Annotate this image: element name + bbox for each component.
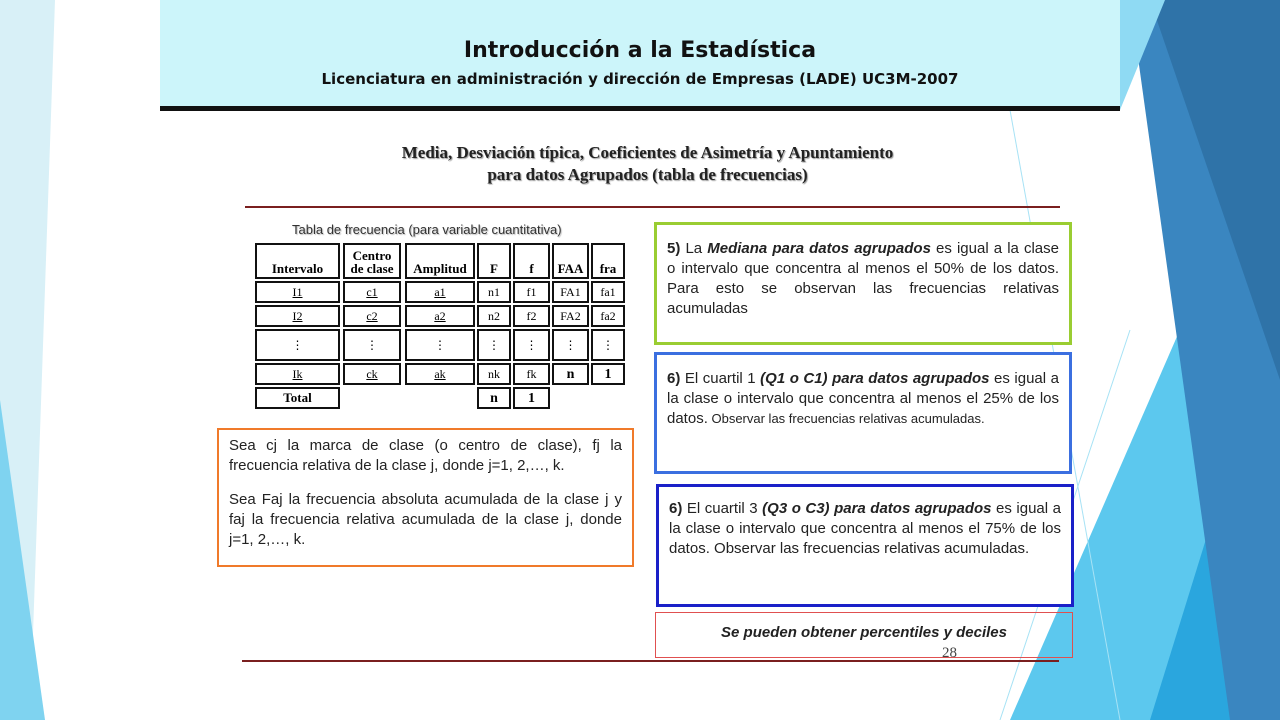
table-cell-intervalo-r4: Ik xyxy=(255,363,340,385)
slide-title-line1: Media, Desviación típica, Coeficientes de Asimetría y Apuntamiento xyxy=(401,143,894,162)
quartile1-text-b: es igual a la clase o intervalo que concentra al menos el 25% de los datos. xyxy=(667,370,1059,427)
table-cell-f-rel-header: f xyxy=(513,243,550,279)
header-banner xyxy=(160,0,1120,111)
table-cell-intervalo-header: Intervalo xyxy=(255,243,340,279)
table-cell-f-rel-r5: 1 xyxy=(513,387,550,409)
top-divider xyxy=(245,206,1060,208)
quartile1-box xyxy=(654,352,1072,474)
quartile1-text-small: Observar las frecuencias relativas acumuladas. xyxy=(707,411,985,426)
bottom-divider xyxy=(242,660,1059,662)
presentation-subtitle: Licenciatura en administración y dirección de Empresas (LADE) UC3M-2007 xyxy=(321,70,959,88)
table-cell-fra-r2: fa2 xyxy=(591,305,625,327)
median-text-a: La xyxy=(680,240,708,257)
table-cell-fra-header: fra xyxy=(591,243,625,279)
definition-text-2: Sea Faj la frecuencia absoluta acumulada de la clase j y faj la frecuencia relativa acumulada de la clase j, donde j=1, 2,…, k. xyxy=(229,491,622,548)
quartile1-emphasis: (Q1 o C1) para datos agrupados xyxy=(760,370,990,387)
definition-text-1: Sea cj la marca de clase (o centro de clase), fj la frecuencia relativa de la clase j, donde j=1, 2,…, k. xyxy=(229,437,622,474)
table-cell-amplitud-r3: ⋮ xyxy=(405,329,475,361)
table-cell-intervalo-r1: I1 xyxy=(255,281,340,303)
table-cell-f-abs-r1: n1 xyxy=(477,281,511,303)
table-cell-amplitud-header: Amplitud xyxy=(405,243,475,279)
quartile3-text-b: es igual a la clase o intervalo que concentra al menos el 75% de los datos. Observar las frecuencias relativas acumuladas. xyxy=(669,500,1061,557)
page-number: 28 xyxy=(942,645,957,661)
table-cell-intervalo-r2: I2 xyxy=(255,305,340,327)
table-cell-faa-r4: n xyxy=(552,363,589,385)
table-cell-f-abs-r4: nk xyxy=(477,363,511,385)
quartile3-text-a: El cuartil 3 xyxy=(682,500,763,517)
table-cell-f-rel-r2: f2 xyxy=(513,305,550,327)
quartile3-box xyxy=(656,484,1074,607)
table-cell-amplitud-r2: a2 xyxy=(405,305,475,327)
table-cell-faa-r3: ⋮ xyxy=(552,329,589,361)
table-cell-fra-r3: ⋮ xyxy=(591,329,625,361)
percentiles-note: Se pueden obtener percentiles y deciles xyxy=(655,612,1073,658)
slide-title-line2: para datos Agrupados (tabla de frecuencias) xyxy=(487,165,808,184)
table-cell-f-abs-r2: n2 xyxy=(477,305,511,327)
table-cell-centro-clase-r4: ck xyxy=(343,363,401,385)
table-cell-f-abs-header: F xyxy=(477,243,511,279)
table-caption: Tabla de frecuencia (para variable cuantitativa) xyxy=(292,222,562,237)
median-emphasis: Mediana para datos agrupados xyxy=(707,240,931,257)
table-cell-faa-r1: FA1 xyxy=(552,281,589,303)
median-text-b: es igual a la clase o intervalo que concentra al menos el 50% de los datos. Para esto se observan las frecuencias relativas acumuladas xyxy=(667,240,1059,317)
table-cell-amplitud-r4: ak xyxy=(405,363,475,385)
median-number: 5) xyxy=(667,240,681,257)
quartile1-text-a: El cuartil 1 xyxy=(680,370,761,387)
table-cell-faa-header: FAA xyxy=(552,243,589,279)
table-cell-f-rel-r3: ⋮ xyxy=(513,329,550,361)
table-cell-centro-clase-r1: c1 xyxy=(343,281,401,303)
table-cell-centro-clase-r2: c2 xyxy=(343,305,401,327)
table-cell-centro-clase-header: Centro de clase xyxy=(343,243,401,279)
table-cell-intervalo-r3: ⋮ xyxy=(255,329,340,361)
table-cell-intervalo-r5: Total xyxy=(255,387,340,409)
median-box xyxy=(654,222,1072,345)
table-cell-fra-r4: 1 xyxy=(591,363,625,385)
slide-title xyxy=(240,142,1055,186)
quartile3-emphasis: (Q3 o C3) para datos agrupados xyxy=(762,500,992,517)
presentation-title: Introducción a la Estadística xyxy=(463,38,817,63)
table-cell-fra-r1: fa1 xyxy=(591,281,625,303)
quartile1-number: 6) xyxy=(667,370,681,387)
table-cell-amplitud-r1: a1 xyxy=(405,281,475,303)
definition-box xyxy=(217,428,634,567)
table-cell-centro-clase-r3: ⋮ xyxy=(343,329,401,361)
table-cell-f-rel-r1: f1 xyxy=(513,281,550,303)
table-cell-f-abs-r3: ⋮ xyxy=(477,329,511,361)
table-cell-faa-r2: FA2 xyxy=(552,305,589,327)
quartile3-number: 6) xyxy=(669,500,683,517)
table-cell-f-rel-r4: fk xyxy=(513,363,550,385)
table-cell-f-abs-r5: n xyxy=(477,387,511,409)
